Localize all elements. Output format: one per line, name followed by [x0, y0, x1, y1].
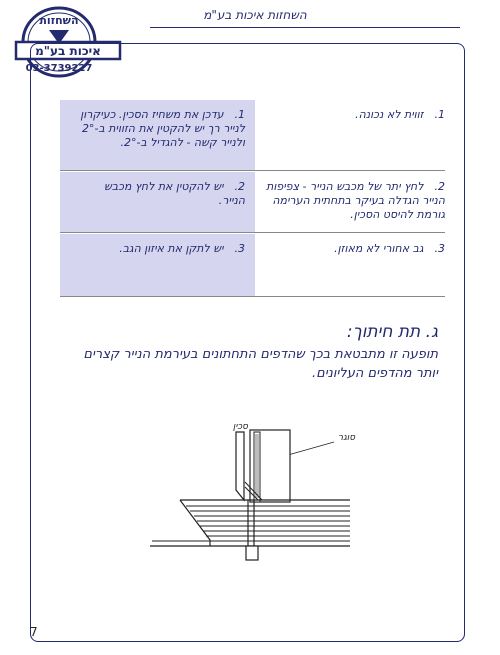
problem-number: 1.: [434, 108, 445, 121]
table-row: [60, 172, 445, 233]
logo-line2: איכות בע"מ: [35, 44, 101, 58]
header-rule: [150, 27, 460, 28]
problem-text: לחץ יתר של מכבש הנייר - צפיפות הנייר הגדלה בעיקר בתחתית הערימה גורמת להיסט הסכין.: [266, 180, 445, 221]
cutting-diagram: [150, 410, 410, 575]
knife-label: סכין: [232, 422, 248, 432]
paper-layers: [152, 506, 350, 541]
solution-text: עדכן את משחיז הסכין. כעיקרון לנייר רך יש להקטין את הזווית ב-2° ולנייר קשה - להגדיל ב-2°.: [80, 108, 245, 149]
solution-text: יש לתקן את איזון הגב.: [119, 242, 224, 255]
problem-text: גב אחורי לא מאוזן.: [334, 242, 424, 255]
solution-number: 1.: [234, 108, 245, 121]
page-number: 7: [30, 625, 38, 639]
logo-phone: 03-3739227: [25, 63, 93, 74]
solution-text: יש להקטין את לחץ מכבש הנייר.: [104, 180, 245, 207]
table-row: [60, 234, 445, 297]
section-paragraph: תופעה זו מתבטאת בכך שהדפים התחתונים בעירמת הנייר קצרים יותר מהדפים העליונים.: [83, 347, 438, 381]
solution-number: 2.: [234, 180, 245, 193]
logo-line1: השחזות: [39, 14, 79, 27]
problem-number: 3.: [434, 242, 445, 255]
knife-blade: [236, 432, 244, 500]
table-row: [60, 100, 445, 171]
section-heading: ג. תת חיתוך:: [346, 322, 438, 342]
cutting-stick: [246, 546, 258, 560]
problem-text: זווית לא נכונה.: [355, 108, 424, 121]
clamp-label: סוגר: [338, 433, 356, 443]
solution-number: 3.: [234, 242, 245, 255]
solution-cell: [60, 172, 255, 232]
page-header-title: השחזות איכות בע"מ: [203, 8, 307, 22]
solution-cell: [60, 234, 255, 296]
solution-cell: [60, 100, 255, 170]
problem-number: 2.: [434, 180, 445, 193]
